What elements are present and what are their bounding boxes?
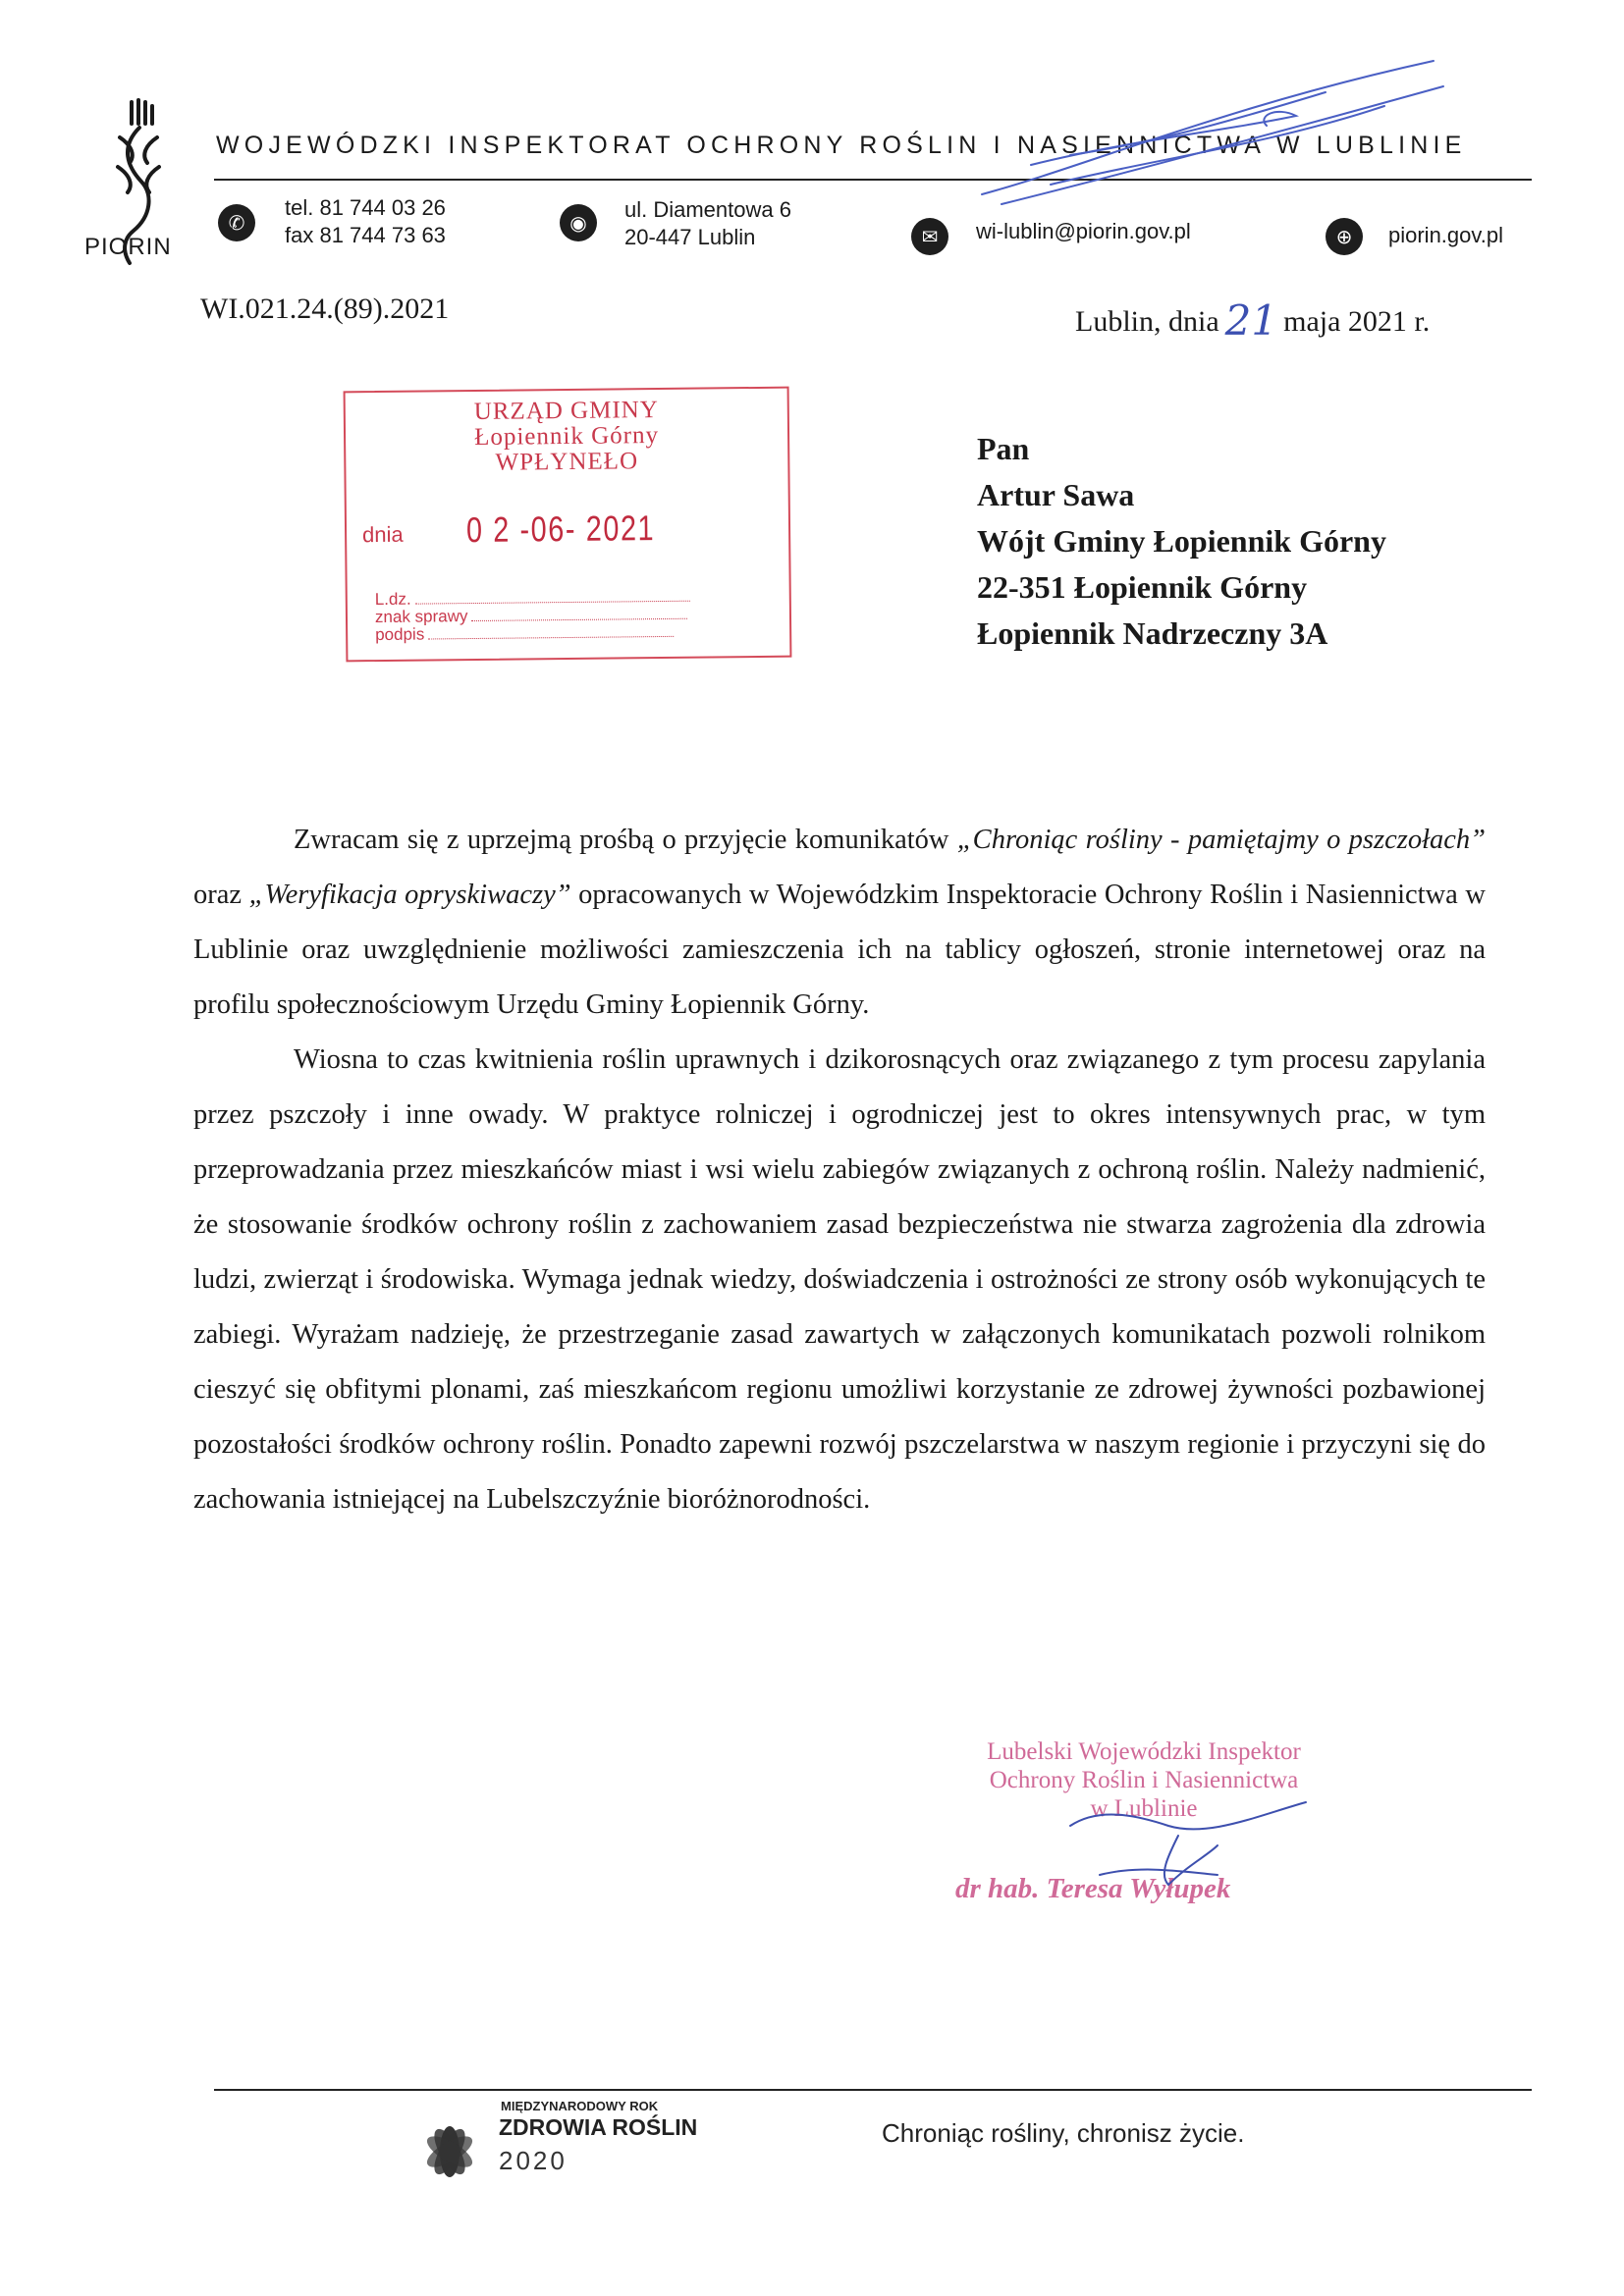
addressee-street: Łopiennik Nadrzeczny 3A — [977, 615, 1328, 651]
paragraph-spring: Wiosna to czas kwitnienia roślin uprawnych i dzikorosnących oraz związanego z tym procesu zapylania przez pszczoły i inne owady. W praktyce rolniczej i ogrodniczej jest to okres intensywnych prac, w tym przeprowadzania przez mieszkańców miast i wsi wielu zabiegów związanych z ochroną roślin. Należy nadmienić, że stosowanie środków ochrony roślin z zachowaniem zasad bezpieczeństwa nie stwarza zagrożenia dla zdrowia ludzi, zwierząt i środowiska. Wymaga jednak wiedzy, doświadczenia i ostrożności ze strony osób wykonujących te zabiegi. Wyrażam nadzieję, że przestrzeganie zasad zawartych w załączonych komunikatach pozwoli rolnikom cieszyć się obfitymi plonami, zaś mieszkańcom regionu umożliwi korzystanie ze zdrowej żywności pozbawionej pozostałości środków ochrony roślin. Ponadto zapewni rozwój pszczelarstwa w naszym regionie i przyczyni się do zachowania istniejącej na Lubelszczyźnie bioróżnorodności. — [193, 1044, 1486, 1515]
addressee-postal: 22-351 Łopiennik Górny — [977, 569, 1308, 605]
stamp-office: URZĄD GMINY — [473, 397, 659, 425]
signature-line2: Ochrony Roślin i Nasiennictwa — [989, 1767, 1299, 1793]
header-divider — [214, 179, 1532, 181]
phone-icon: ✆ — [218, 204, 255, 241]
date-suffix: maja 2021 r. — [1283, 305, 1431, 338]
handwritten-day: 21 — [1224, 296, 1278, 345]
stamp-date: 0 2 -06- 2021 — [465, 507, 656, 551]
date-prefix: Lublin, dnia — [1075, 305, 1219, 338]
envelope-icon: ✉ — [911, 218, 948, 255]
signature-line1: Lubelski Wojewódzki Inspektor — [987, 1738, 1301, 1765]
p1-text-a: Zwracam się z uprzejmą prośbą o przyjęcie komunikatów — [294, 825, 957, 855]
p1-quote-bees: „Chroniąc rośliny - pamiętajmy o pszczołach” — [956, 825, 1487, 855]
footer-slogan: Chroniąc rośliny, chronisz życie. — [882, 2118, 1245, 2148]
footer-title: ZDROWIA ROŚLIN — [499, 2114, 698, 2140]
footer-divider — [214, 2089, 1532, 2091]
received-stamp — [344, 387, 792, 663]
year-of-plant-health-logo — [406, 2109, 493, 2195]
stamp-signature-label: podpis — [375, 624, 425, 645]
stamp-date-label: dnia — [361, 521, 404, 548]
signature-line3: w Lublinie — [1090, 1795, 1198, 1822]
address-city: 20-447 Lublin — [624, 225, 756, 249]
fax-number: fax 81 744 73 63 — [285, 223, 446, 247]
address-street: ul. Diamentowa 6 — [624, 197, 791, 222]
stamp-municipality: Łopiennik Górny — [473, 422, 660, 451]
p1-quote-sprayers: „Weryfikacja opryskiwaczy” — [248, 880, 571, 910]
stamp-signature-row — [375, 623, 674, 644]
addressee-salutation: Pan — [977, 431, 1030, 466]
phone-number: tel. 81 744 03 26 — [285, 195, 446, 220]
place-and-date — [1075, 293, 1431, 345]
contact-email: wi-lublin@piorin.gov.pl — [976, 219, 1191, 243]
footer-year: 2020 — [499, 2146, 568, 2175]
reference-number: WI.021.24.(89).2021 — [200, 293, 450, 325]
contact-phone — [285, 194, 446, 249]
letter-body — [193, 813, 1486, 1527]
p1-text-c: opracowanych w Wojewódzkim Inspektoracie Ochrony Roślin i Nasiennictwa w Lublinie oraz uwzględnienie możliwości zamieszczenia ich na tablicy ogłoszeń, stronie internetowej oraz na profilu społecznościowym Urzędu Gminy Łopiennik Górny. — [193, 880, 1487, 1020]
addressee-block — [977, 426, 1386, 657]
p1-text-b: oraz — [193, 880, 249, 910]
addressee-title: Wójt Gminy Łopiennik Górny — [977, 523, 1386, 559]
footer-subtitle: MIĘDZYNARODOWY ROK — [501, 2099, 659, 2113]
signatory-name: dr hab. Teresa Wyłupek — [955, 1873, 1231, 1904]
location-pin-icon: ◉ — [560, 204, 597, 241]
paragraph-request — [193, 813, 1486, 1033]
contact-website: piorin.gov.pl — [1388, 223, 1503, 247]
contact-address — [624, 196, 791, 251]
globe-icon: ⊕ — [1326, 218, 1363, 255]
organization-name: WOJEWÓDZKI INSPEKTORAT OCHRONY ROŚLIN I NASIENNICTWA W LUBLINIE — [216, 132, 1467, 159]
stamp-received: WPŁYNEŁO — [495, 448, 639, 476]
stamp-case-label: znak sprawy — [374, 607, 468, 627]
logo-text: PIORIN — [84, 234, 172, 260]
signature-stamp — [913, 1737, 1375, 1823]
stamp-ldz-label: L.dz. — [374, 589, 411, 610]
addressee-name: Artur Sawa — [977, 477, 1135, 512]
